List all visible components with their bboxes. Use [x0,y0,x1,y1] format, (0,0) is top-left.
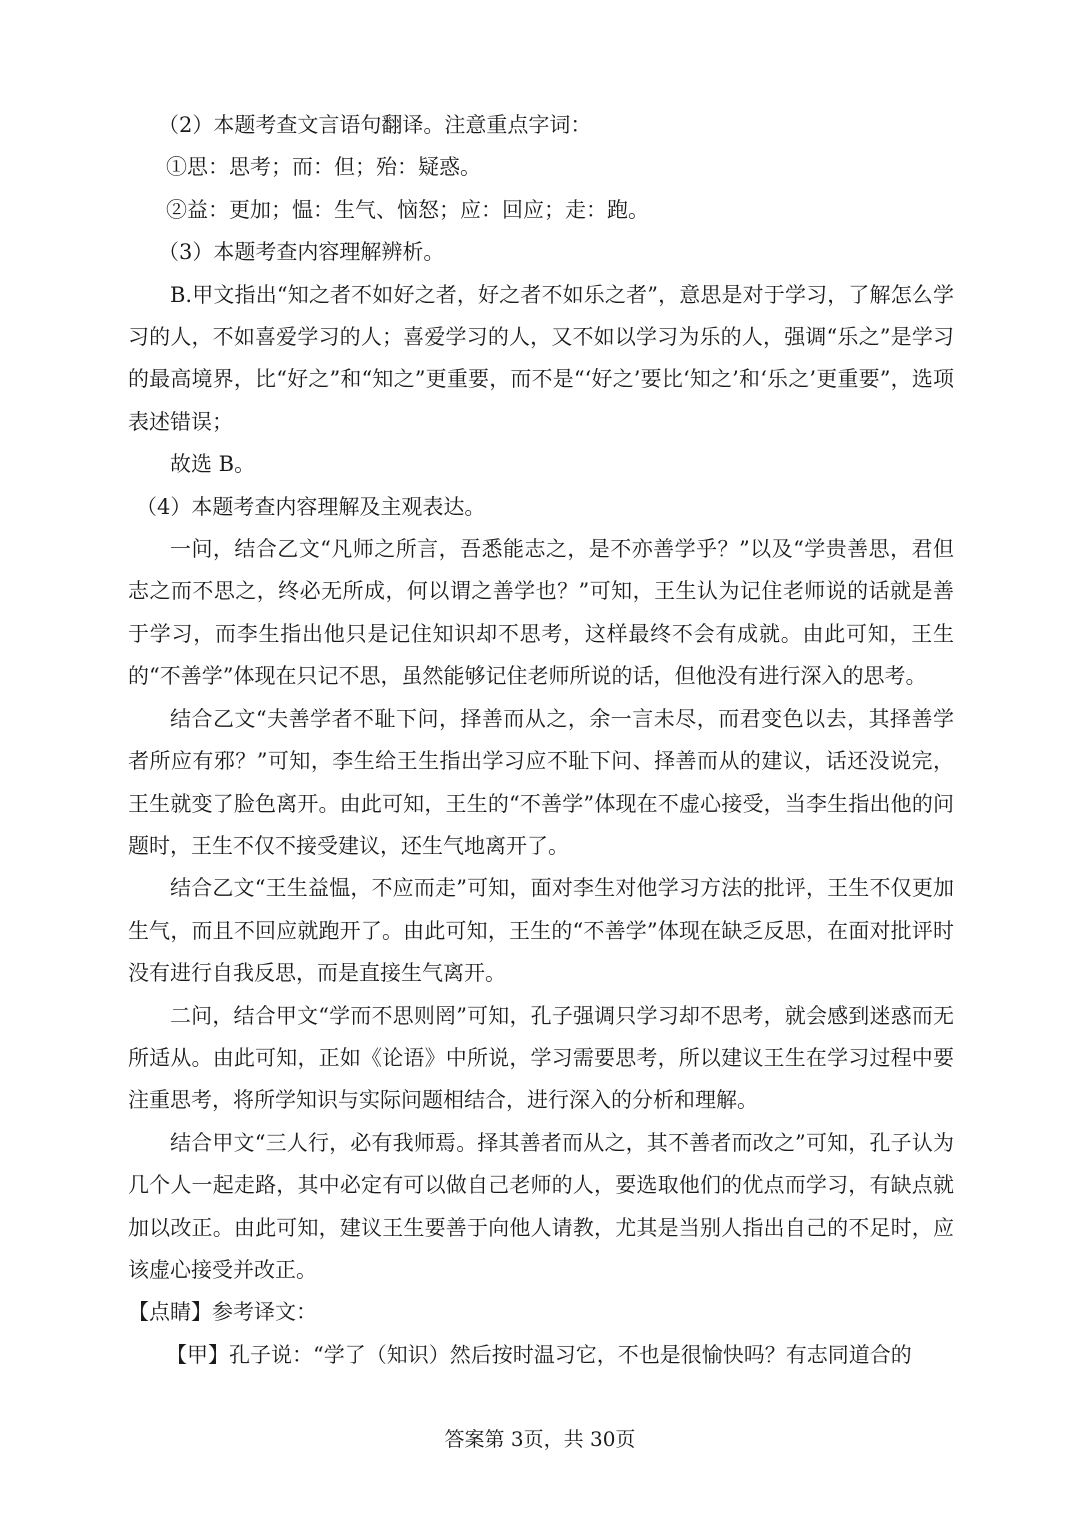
paragraph-q4-point2: 结合乙文“夫善学者不耻下问，择善而从之，余一言未尽，而君变色以去，其择善学者所应有邪？”可知，李生给王生指出学习应不耻下问、择善而从的建议，话还没说完，王生就变了脸色离开。由此可知，王生的“不善学”体现在不虚心接受，当李生指出他的问题时，王生不仅不接受建议，还生气地离开了。 [128,706,954,858]
paragraph-q4-second-question: 二问，结合甲文“学而不思则罔”可知，孔子强调只学习却不思考，就会感到迷惑而无所适从。由此可知，正如《论语》中所说，学习需要思考，所以建议王生在学习过程中要注重思考，将所学知识与实际问题相结合，进行深入的分析和理解。 [128,1003,954,1113]
page-footer: 答案第 3页，共 30页 [444,1427,636,1451]
paragraph-q4-intro: （4）本题考查内容理解及主观表达。 [136,494,486,519]
paragraph-notes-heading: 【点睛】参考译文： [128,1300,317,1325]
paragraph-q2-intro: （2）本题考查文言语句翻译。注意重点字词： [158,113,592,137]
paragraph-translation-jia: 【甲】孔子说：“学了（知识）然后按时温习它，不也是很愉快吗？有志同道合的 [166,1342,912,1367]
paragraph-q3-answer: 故选 B。 [170,452,256,477]
answer-body [128,104,954,1376]
paragraph-q3-analysis: B.甲文指出“知之者不如好之者，好之者不如乐之者”，意思是对于学习，了解怎么学习的人，不如喜爱学习的人；喜爱学习的人，又不如以学习为乐的人，强调“乐之”是学习的最高境界，比“好之”和“知之”更重要，而不是“‘好之’要比‘知之’和‘乐之’更重要”，选项表述错误； [128,282,954,434]
paragraph-q3-intro: （3）本题考查内容理解辨析。 [158,240,445,265]
paragraph-q4-first-question: 一问，结合乙文“凡师之所言，吾悉能志之，是不亦善学乎？”以及“学贵善思，君但志之而不思之，终必无所成，何以谓之善学也？”可知，王生认为记住老师说的话就是善于学习，而李生指出他只是记住知识却不思考，这样最终不会有成就。由此可知，王生的“不善学”体现在只记不思，虽然能够记住老师所说的话，但他没有进行深入的思考。 [128,537,954,689]
paragraph-q4-suggestion2: 结合甲文“三人行，必有我师焉。择其善者而从之，其不善者而改之”可知，孔子认为几个人一起走路，其中必定有可以做自己老师的人，要选取他们的优点而学习，有缺点就加以改正。由此可知，建议王生要善于向他人请教，尤其是当别人指出自己的不足时，应该虚心接受并改正。 [128,1130,954,1282]
paragraph-q2-item1: ①思：思考；而：但；殆：疑惑。 [166,155,481,180]
paragraph-q2-item2: ②益：更加；愠：生气、恼怒；应：回应；走：跑。 [166,197,649,222]
paragraph-q4-point3: 结合乙文“王生益愠，不应而走”可知，面对李生对他学习方法的批评，王生不仅更加生气，而且不回应就跑开了。由此可知，王生的“不善学”体现在缺乏反思，在面对批评时没有进行自我反思，而是直接生气离开。 [128,876,954,986]
